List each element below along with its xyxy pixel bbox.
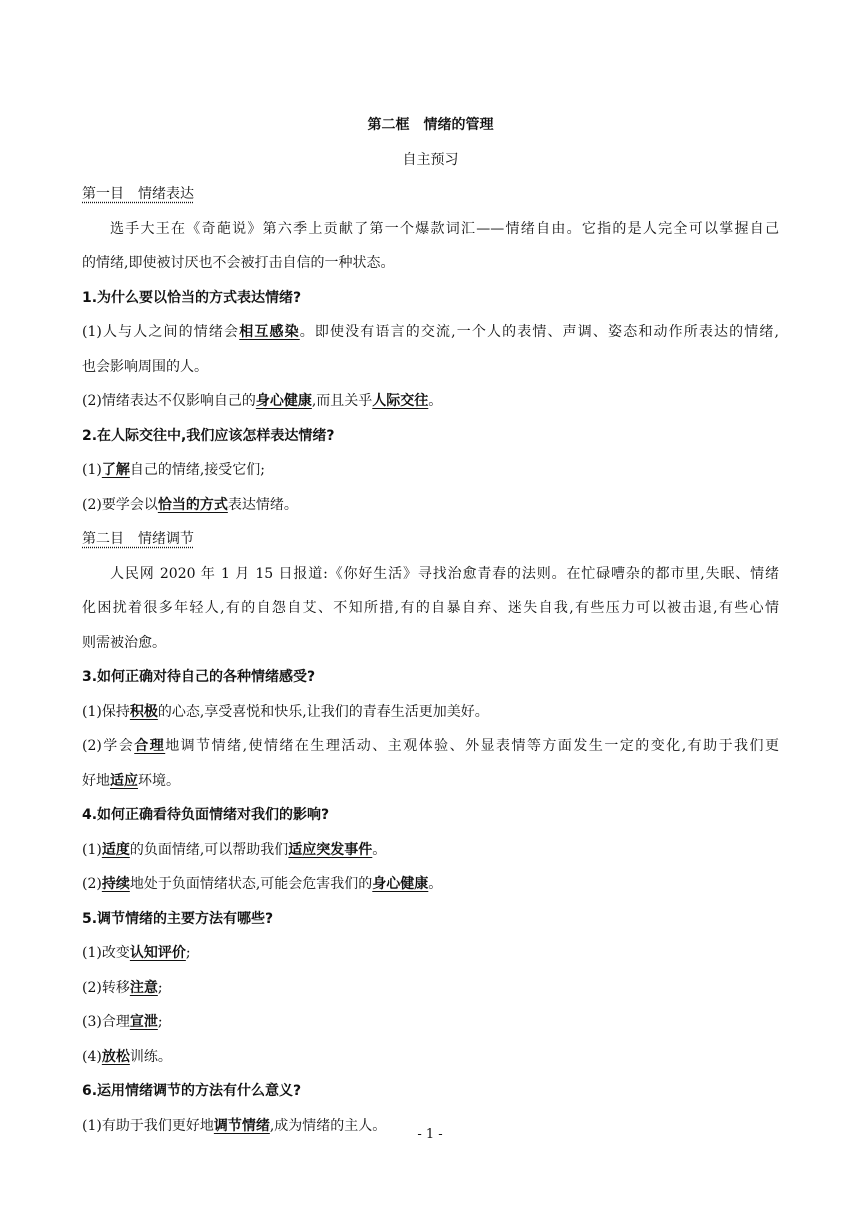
answer-1-2: (2)情绪表达不仅影响自己的身心健康,而且关乎人际交往。 <box>82 393 443 409</box>
question-1: 1.为什么要以恰当的方式表达情绪? <box>82 289 302 306</box>
section2-intro-line3: 则需被治愈。 <box>82 634 166 651</box>
keyword: 适应 <box>110 772 138 789</box>
keyword: 注意 <box>129 979 158 996</box>
keyword: 了解 <box>101 462 130 478</box>
page-number: - 1 - <box>417 1127 443 1142</box>
answer-5-3: (3)合理宣泄; <box>82 1014 163 1030</box>
keyword: 认知评价 <box>129 945 186 961</box>
answer-1-1: (1)人与人之间的情绪会相互感染。即使没有语言的交流,一个人的表情、声调、姿态和动作所表达的情绪, <box>82 324 779 340</box>
question-2: 2.在人际交往中,我们应该怎样表达情绪? <box>82 427 335 444</box>
section2-intro-line2: 化困扰着很多年轻人,有的自怨自艾、不知所措,有的自暴自弃、迷失自我,有些压力可以被击退,有些心情 <box>82 600 779 616</box>
answer-6-1: (1)有助于我们更好地调节情绪,成为情绪的主人。 <box>82 1117 387 1134</box>
section-heading-2: 第二目 情绪调节 <box>82 531 194 547</box>
answer-3-1: (1)保持积极的心态,享受喜悦和快乐,让我们的青春生活更加美好。 <box>82 703 489 720</box>
page-title: 第二框 情绪的管理 <box>367 117 494 133</box>
keyword: 相互感染 <box>239 324 300 340</box>
page-subtitle: 自主预习 <box>402 151 459 168</box>
keyword: 身心健康 <box>255 393 312 409</box>
keyword: 调节情绪 <box>213 1117 270 1134</box>
question-5: 5.调节情绪的主要方法有哪些? <box>82 910 274 927</box>
answer-5-1: (1)改变认知评价; <box>82 945 191 961</box>
keyword: 身心健康 <box>372 876 429 892</box>
answer-3-2: (2)学会合理地调节情绪,使情绪在生理活动、主观体验、外显表情等方面发生一定的变化,有助于我们更 <box>82 738 779 754</box>
document-body <box>82 108 779 1143</box>
keyword: 适应突发事件 <box>288 841 373 858</box>
question-3: 3.如何正确对待自己的各种情绪感受? <box>82 669 316 685</box>
answer-5-4: (4)放松训练。 <box>82 1048 172 1065</box>
section1-intro-line2: 的情绪,即使被讨厌也不会被打击自信的一种状态。 <box>82 255 395 271</box>
keyword: 积极 <box>129 703 158 720</box>
answer-2-1: (1)了解自己的情绪,接受它们; <box>82 462 266 478</box>
section1-intro-line1: 选手大王在《奇葩说》第六季上贡献了第一个爆款词汇——情绪自由。它指的是人完全可以掌握自己 <box>110 220 779 237</box>
answer-4-2: (2)持续地处于负面情绪状态,可能会危害我们的身心健康。 <box>82 876 443 892</box>
question-6: 6.运用情绪调节的方法有什么意义? <box>82 1083 302 1099</box>
section2-intro-line1: 人民网 2020 年 1 月 15 日报道:《你好生活》寻找治愈青春的法则。在忙碌嘈杂的都市里,失眠、情绪 <box>110 565 779 582</box>
keyword: 人际交往 <box>372 393 429 409</box>
keyword: 合理 <box>134 738 166 754</box>
keyword: 恰当的方式 <box>157 496 228 513</box>
answer-5-2: (2)转移注意; <box>82 979 163 996</box>
question-4: 4.如何正确看待负面情绪对我们的影响? <box>82 807 330 823</box>
section-heading-1: 第一目 情绪表达 <box>82 186 194 202</box>
keyword: 宣泄 <box>129 1014 158 1030</box>
answer-1-1-cont: 也会影响周围的人。 <box>82 358 208 375</box>
answer-3-2-cont: 好地适应环境。 <box>82 772 180 789</box>
keyword: 持续 <box>101 876 130 892</box>
answer-4-1: (1)适度的负面情绪,可以帮助我们适应突发事件。 <box>82 841 387 858</box>
keyword: 放松 <box>101 1048 130 1065</box>
answer-2-2: (2)要学会以恰当的方式表达情绪。 <box>82 496 298 513</box>
keyword: 适度 <box>101 841 130 858</box>
